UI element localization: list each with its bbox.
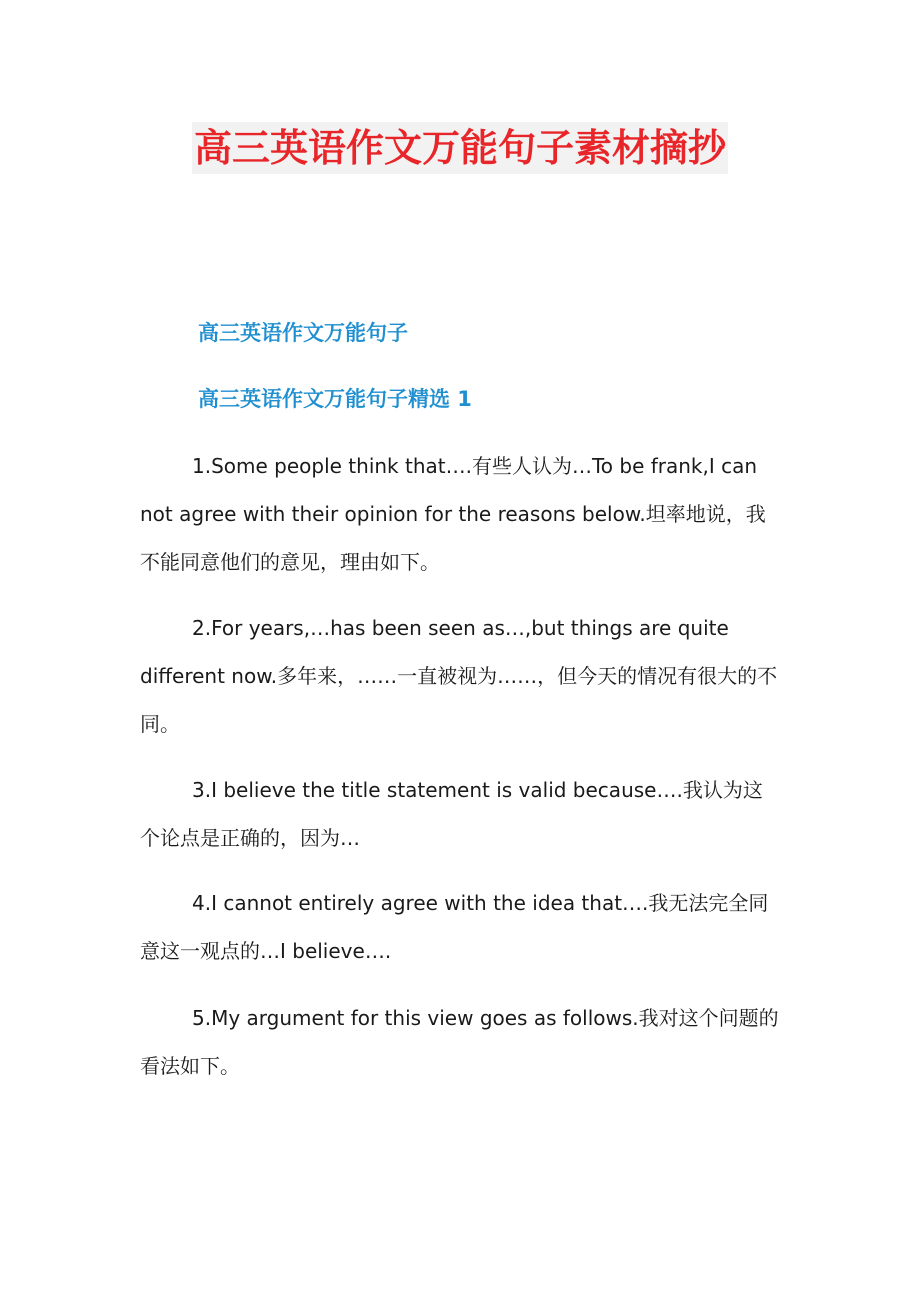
sentence-paragraph-3: 3.I believe the title statement is valid because….我认为这个论点是正确的，因为… bbox=[140, 778, 763, 850]
title-container bbox=[0, 122, 920, 174]
sentence-paragraph-2: 2.For years,…has been seen as…,but things are quite different now.多年来，……一直被视为……，但今天的情况有很大的不同。 bbox=[140, 616, 778, 736]
document-title: 高三英语作文万能句子素材摘抄 bbox=[192, 122, 728, 174]
section-heading: 高三英语作文万能句子 bbox=[198, 321, 408, 345]
sentence-paragraph-1: 1.Some people think that….有些人认为…To be frank,I can not agree with their opinion for the reasons below.坦率地说，我不能同意他们的意见，理由如下。 bbox=[140, 454, 766, 574]
sentence-paragraph-4: 4.I cannot entirely agree with the idea that….我无法完全同意这一观点的…I believe…. bbox=[140, 891, 769, 963]
sentence-paragraph-5: 5.My argument for this view goes as follows.我对这个问题的看法如下。 bbox=[140, 1006, 779, 1078]
subsection-heading: 高三英语作文万能句子精选 1 bbox=[198, 387, 472, 411]
